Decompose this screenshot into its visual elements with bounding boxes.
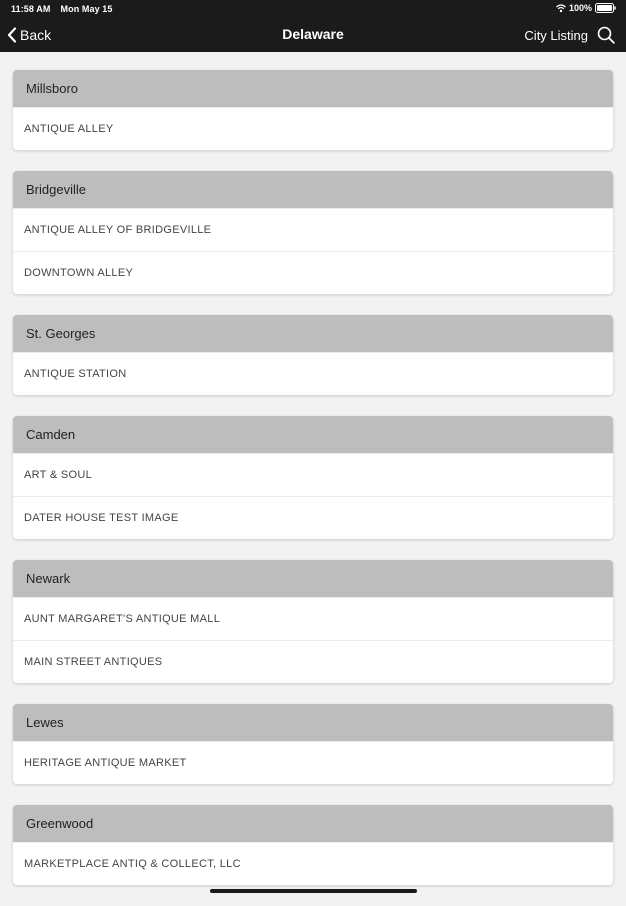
wifi-icon: [556, 4, 566, 13]
back-label: Back: [20, 27, 52, 43]
top-bar: [0, 0, 626, 52]
status-date: Mon May 15: [60, 4, 113, 14]
chevron-left-icon: [7, 27, 17, 43]
city-list: [13, 70, 613, 906]
page-title: Delaware: [282, 26, 344, 42]
city-card-lewes: [13, 704, 613, 784]
listing-item[interactable]: DOWNTOWN ALLEY: [13, 251, 613, 294]
city-card-greenwood: [13, 805, 613, 885]
city-header: Newark: [13, 560, 613, 597]
city-card-newark: [13, 560, 613, 683]
city-card-st-georges: [13, 315, 613, 395]
city-header: St. Georges: [13, 315, 613, 352]
city-listing-button[interactable]: City Listing: [524, 27, 588, 43]
listing-item[interactable]: AUNT MARGARET'S ANTIQUE MALL: [13, 597, 613, 640]
listing-item[interactable]: ANTIQUE STATION: [13, 352, 613, 395]
listing-item[interactable]: MAIN STREET ANTIQUES: [13, 640, 613, 683]
city-card-millsboro: [13, 70, 613, 150]
listing-item[interactable]: ANTIQUE ALLEY OF BRIDGEVILLE: [13, 208, 613, 251]
listing-item[interactable]: DATER HOUSE TEST IMAGE: [13, 496, 613, 539]
search-icon[interactable]: [597, 26, 615, 44]
city-header: Lewes: [13, 704, 613, 741]
city-header: Greenwood: [13, 805, 613, 842]
home-indicator[interactable]: [210, 889, 417, 893]
listing-item[interactable]: ART & SOUL: [13, 453, 613, 496]
listing-item[interactable]: ANTIQUE ALLEY: [13, 107, 613, 150]
nav-right-actions: [524, 25, 615, 45]
status-bar-right: [556, 3, 616, 13]
back-button[interactable]: [7, 25, 51, 45]
city-header: Camden: [13, 416, 613, 453]
battery-icon: [595, 3, 616, 13]
city-card-camden: [13, 416, 613, 539]
city-header: Millsboro: [13, 70, 613, 107]
battery-percent: 100%: [568, 3, 592, 13]
status-time: 11:58 AM: [11, 4, 51, 14]
city-header: Bridgeville: [13, 171, 613, 208]
status-bar-left: [11, 4, 113, 14]
listing-item[interactable]: HERITAGE ANTIQUE MARKET: [13, 741, 613, 784]
city-card-bridgeville: [13, 171, 613, 294]
listing-item[interactable]: MARKETPLACE ANTIQ & COLLECT, LLC: [13, 842, 613, 885]
